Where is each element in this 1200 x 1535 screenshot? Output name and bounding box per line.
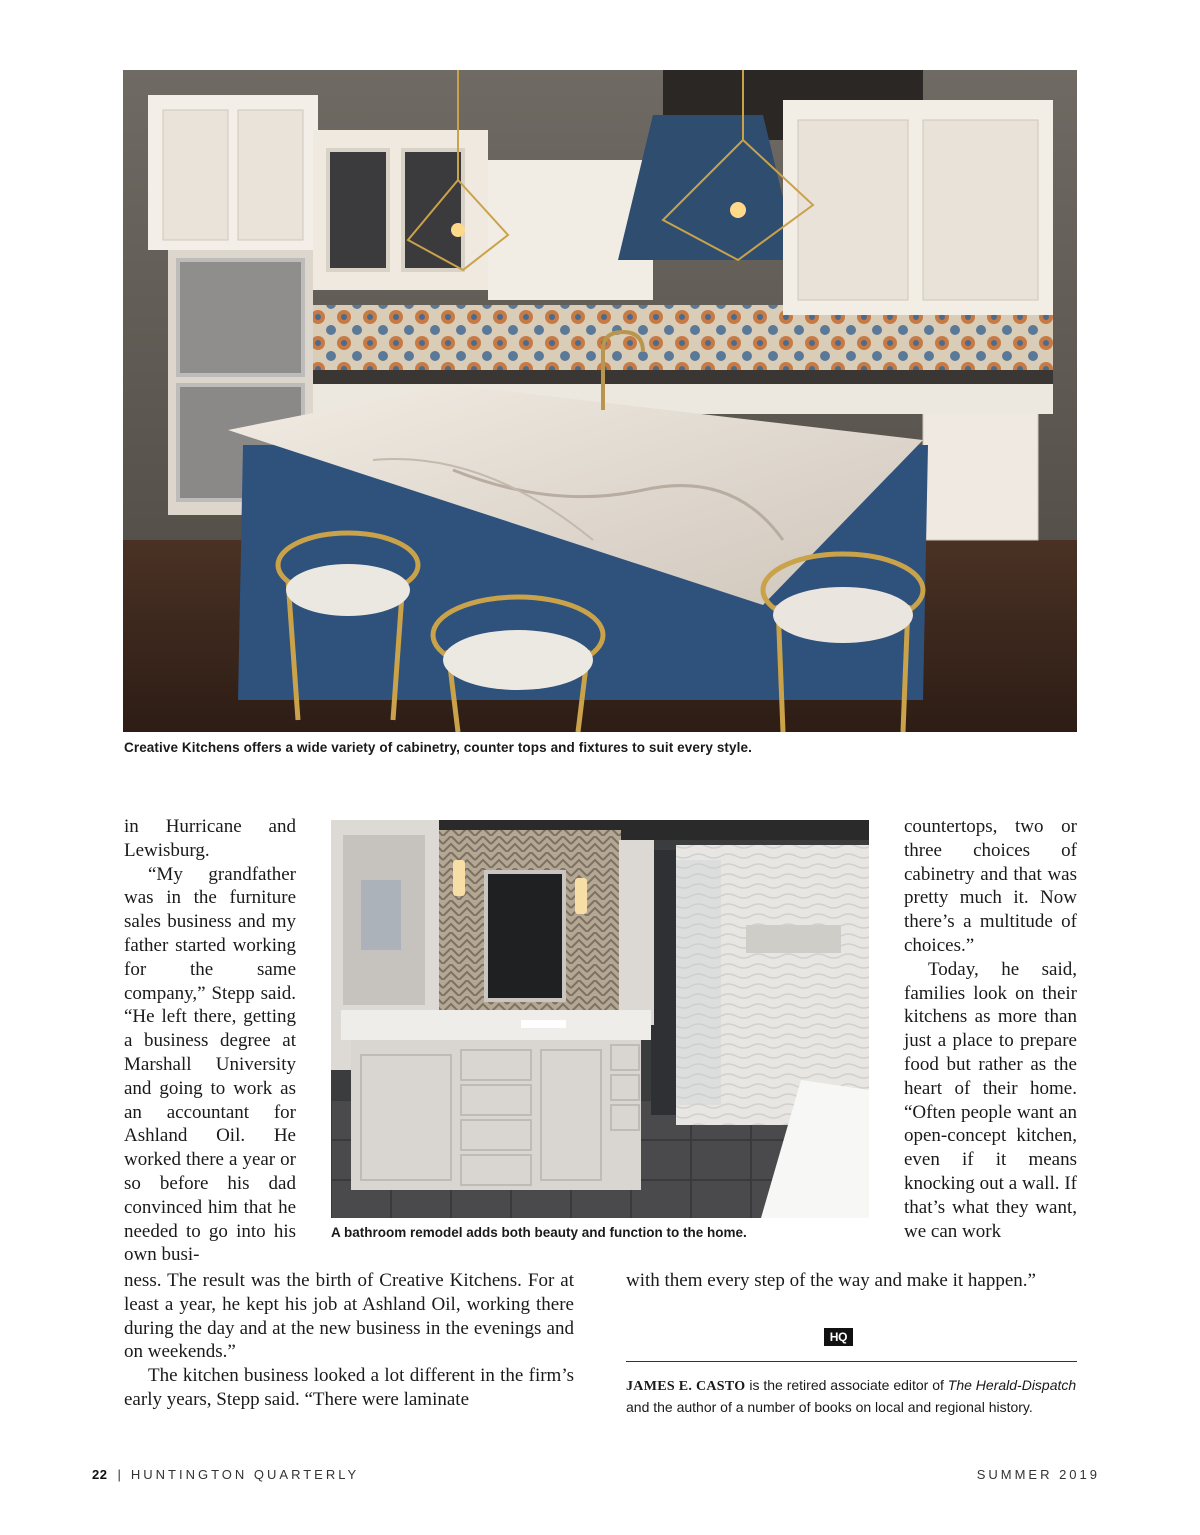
bio-text: is the retired associate editor of [745, 1377, 948, 1393]
article-paragraph: Today, he said, families look on their kitchens as more than just a place to prepare food but rather as the heart of their home. “Often people want an open-concept kitchen, even if it means knocking out a wall. If that’s what they want, we can work [904, 958, 1077, 1242]
bathroom-photo-caption: A bathroom remodel adds both beauty and function to the home. [331, 1225, 747, 1240]
article-column-left-narrow [124, 815, 296, 1267]
article-column-left-wide [124, 1269, 574, 1412]
article-paragraph: countertops, two or three choices of cabinetry and that was pretty much it. Now there’s a multitude of choices.” [904, 816, 1077, 956]
bio-publication: The Herald-Dispatch [947, 1377, 1077, 1393]
kitchen-photo [123, 70, 1077, 732]
article-paragraph: in Hurricane and Lewisburg. [124, 816, 296, 861]
kitchen-photo-caption: Creative Kitchens offers a wide variety of cabinetry, counter tops and fixtures to suit every style. [124, 740, 752, 755]
issue-label: SUMMER 2019 [976, 1467, 1100, 1482]
page-number: 22 [92, 1467, 108, 1482]
bathroom-photo [331, 820, 869, 1218]
article-paragraph: ness. The result was the birth of Creative Kitchens. For at least a year, he kept his job at Ashland Oil, working there during the day and at the new business in the evenings and on weekends.” [124, 1270, 574, 1363]
article-paragraph: “My grandfather was in the furniture sales business and my father started working for the same company,” Stepp said. “He left there, getting a business degree at Marshall University and going to work as an accountant for Ashland Oil. He worked there a year or so before his dad convinced him that he needed to go into his own busi- [124, 863, 296, 1266]
article-paragraph: with them every step of the way and make it happen.” [626, 1270, 1036, 1291]
author-bio [626, 1375, 1086, 1417]
magazine-name: HUNTINGTON QUARTERLY [130, 1467, 360, 1482]
article-column-right-narrow [904, 815, 1077, 1243]
article-column-right-wide [626, 1269, 1077, 1293]
footer-left [92, 1467, 359, 1482]
bio-divider [626, 1361, 1077, 1362]
end-mark-badge: HQ [824, 1328, 853, 1346]
bio-text: and the author of a number of books on local and regional history. [626, 1399, 1033, 1415]
author-name: JAMES E. CASTO [626, 1379, 746, 1394]
footer-separator: | [117, 1467, 121, 1482]
article-paragraph: The kitchen business looked a lot different in the firm’s early years, Stepp said. “There were laminate [124, 1365, 574, 1410]
